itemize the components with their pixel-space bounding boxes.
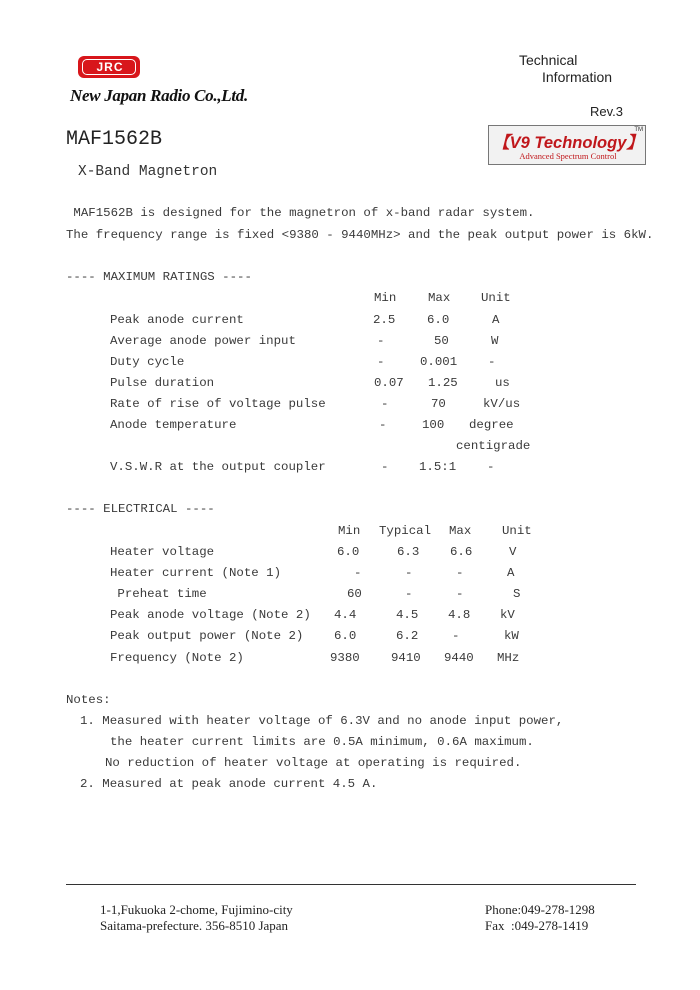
row-unit: V — [509, 545, 517, 559]
row-unit: MHz — [497, 651, 520, 665]
max-ratings-col-unit: Unit — [481, 291, 511, 305]
product-subtitle: X-Band Magnetron — [78, 164, 218, 180]
row-typical: 4.5 — [396, 608, 419, 622]
row-unit: kW — [504, 629, 519, 643]
row-min: - — [377, 355, 385, 369]
row-label: Frequency (Note 2) — [110, 651, 244, 665]
note-2: 2. Measured at peak anode current 4.5 A. — [80, 777, 378, 791]
row-label: Preheat time — [110, 587, 207, 601]
row-min: - — [381, 397, 389, 411]
row-min: - — [377, 334, 385, 348]
row-typical: - — [405, 587, 413, 601]
max-ratings-heading: ---- MAXIMUM RATINGS ---- — [66, 270, 252, 284]
row-max: 0.001 — [420, 355, 458, 369]
row-typical: - — [405, 566, 413, 580]
row-unit: W — [491, 334, 499, 348]
row-typical: 6.3 — [397, 545, 420, 559]
max-ratings-col-min: Min — [374, 291, 397, 305]
row-unit-continued: centigrade — [456, 439, 531, 453]
electrical-col-min: Min — [338, 524, 361, 538]
row-max: 6.6 — [450, 545, 473, 559]
row-label: Average anode power input — [110, 334, 296, 348]
note-1-line-2: the heater current limits are 0.5A minimum, 0.6A maximum. — [110, 735, 534, 749]
row-label: Heater current (Note 1) — [110, 566, 282, 580]
electrical-heading: ---- ELECTRICAL ---- — [66, 502, 215, 516]
model-title: MAF1562B — [66, 128, 163, 151]
row-unit: A — [492, 313, 500, 327]
row-max: 6.0 — [427, 313, 450, 327]
electrical-col-typical: Typical — [379, 524, 432, 538]
technical-label: Technical — [519, 52, 578, 68]
trademark-mark: TM — [634, 127, 643, 133]
intro-line-1: MAF1562B is designed for the magnetron of x-band radar system. — [66, 206, 535, 220]
row-unit: kV — [500, 608, 515, 622]
row-min: - — [354, 566, 362, 580]
row-max: - — [452, 629, 460, 643]
row-typical: 9410 — [391, 651, 421, 665]
row-max: 100 — [422, 418, 445, 432]
row-min: 2.5 — [373, 313, 396, 327]
note-1-line-1: 1. Measured with heater voltage of 6.3V and no anode input power, — [80, 714, 564, 728]
row-min: - — [381, 460, 389, 474]
footer-address-line-2: Saitama-prefecture. 356-8510 Japan — [100, 918, 289, 933]
row-unit: degree — [469, 418, 514, 432]
row-unit: A — [507, 566, 515, 580]
row-label: Peak anode voltage (Note 2) — [110, 608, 311, 622]
row-unit: kV/us — [483, 397, 521, 411]
row-max: - — [456, 566, 464, 580]
row-min: - — [379, 418, 387, 432]
revision-label: Rev.3 — [590, 104, 623, 119]
information-label: Information — [542, 69, 613, 85]
jrc-logo-border — [82, 59, 136, 75]
row-typical: 6.2 — [396, 629, 419, 643]
row-label: V.S.W.R at the output coupler — [110, 460, 326, 474]
jrc-logo — [78, 56, 140, 78]
row-min: 4.4 — [334, 608, 357, 622]
row-label: Peak output power (Note 2) — [110, 629, 304, 643]
row-min: 6.0 — [337, 545, 360, 559]
v9-badge-subtitle: Advanced Spectrum Control — [519, 151, 617, 161]
v9-badge-title: 【V9 Technology】 — [493, 134, 643, 152]
row-max: - — [456, 587, 464, 601]
row-min: 6.0 — [334, 629, 357, 643]
row-max: 50 — [434, 334, 449, 348]
row-label: Duty cycle — [110, 355, 185, 369]
row-unit: - — [488, 355, 496, 369]
row-max: 9440 — [444, 651, 474, 665]
row-unit: us — [495, 376, 510, 390]
notes-heading: Notes: — [66, 693, 111, 707]
row-unit: - — [487, 460, 495, 474]
intro-line-2: The frequency range is fixed <9380 - 9440MHz> and the peak output power is 6kW. — [66, 228, 654, 242]
row-min: 0.07 — [374, 376, 404, 390]
electrical-col-max: Max — [449, 524, 472, 538]
footer-divider — [66, 884, 636, 885]
jrc-logo-text: JRC — [96, 60, 124, 74]
company-name: New Japan Radio Co.,Ltd. — [70, 86, 248, 105]
row-label: Anode temperature — [110, 418, 237, 432]
row-label: Peak anode current — [110, 313, 244, 327]
row-label: Pulse duration — [110, 376, 215, 390]
footer-fax: Fax :049-278-1419 — [485, 918, 589, 933]
row-max: 1.25 — [428, 376, 458, 390]
row-max: 1.5:1 — [419, 460, 457, 474]
footer-phone: Phone:049-278-1298 — [485, 902, 595, 917]
row-label: Heater voltage — [110, 545, 215, 559]
electrical-col-unit: Unit — [502, 524, 532, 538]
row-max: 4.8 — [448, 608, 471, 622]
v9-technology-badge — [488, 125, 646, 165]
row-min: 9380 — [330, 651, 360, 665]
note-1-line-3: No reduction of heater voltage at operating is required. — [105, 756, 522, 770]
row-label: Rate of rise of voltage pulse — [110, 397, 326, 411]
row-unit: S — [513, 587, 521, 601]
footer-address-line-1: 1-1,Fukuoka 2-chome, Fujimino-city — [100, 902, 293, 917]
row-min: 60 — [347, 587, 362, 601]
max-ratings-col-max: Max — [428, 291, 451, 305]
row-max: 70 — [431, 397, 446, 411]
